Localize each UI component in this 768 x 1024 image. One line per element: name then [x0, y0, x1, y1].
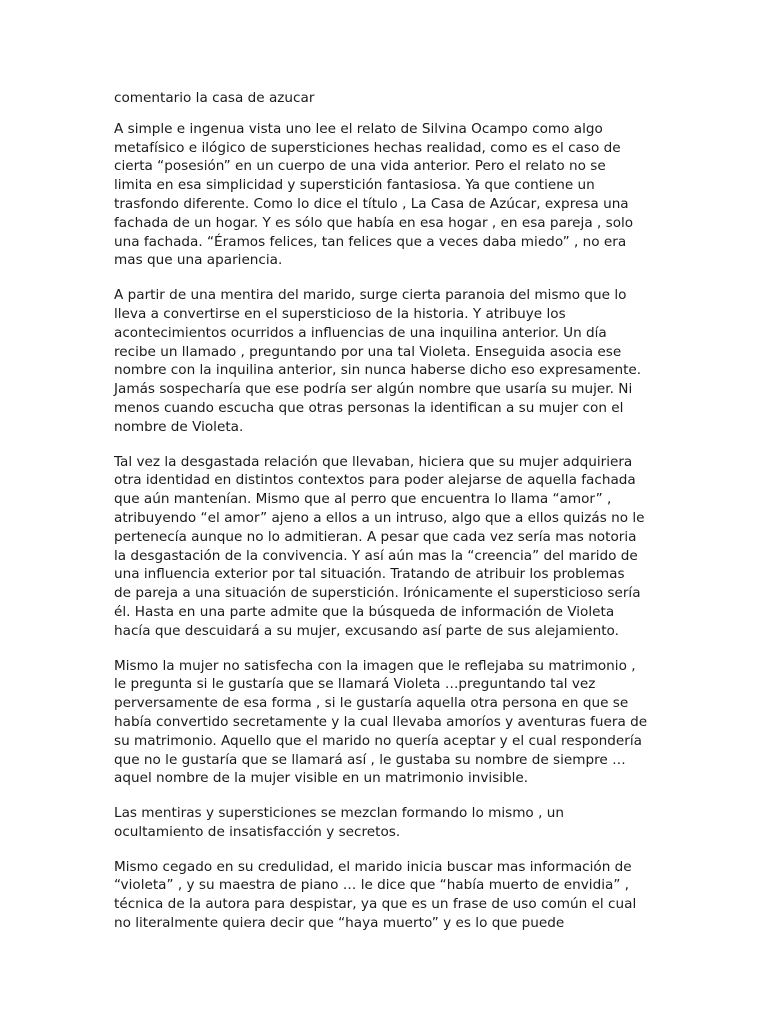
- text-line: Tal vez la desgastada relación que llevaban, hiciera que su mujer adquiriera: [114, 453, 633, 470]
- text-line: hacía que descuidará a su mujer, excusando así parte de sus alejamiento.: [114, 622, 619, 639]
- text-line: que no le gustaría que se llamará así , le gustaba su nombre de siempre …: [114, 751, 626, 768]
- text-line: técnica de la autora para despistar, ya que es un frase de uso común el cual: [114, 896, 637, 913]
- text-line: Mismo la mujer no satisfecha con la imagen que le reflejaba su matrimonio ,: [114, 657, 636, 674]
- text-line: Mismo cegado en su credulidad, el marido inicia buscar mas información de: [114, 858, 632, 875]
- paragraph: [114, 858, 674, 933]
- text-line: recibe un llamado , preguntando por una tal Violeta. Enseguida asocia ese: [114, 343, 622, 360]
- text-line: no literalmente quiera decir que “haya muerto” y es lo que puede: [114, 915, 565, 932]
- text-line: otra identidad en distintos contextos para poder alejarse de aquella fachada: [114, 472, 636, 489]
- text-line: su matrimonio. Aquello que el marido no quería aceptar y el cual respondería: [114, 732, 642, 749]
- text-line: menos cuando escucha que otras personas la identifican a su mujer con el: [114, 399, 624, 416]
- text-line: nombre con la inquilina anterior, sin nunca haberse dicho eso expresamente.: [114, 362, 642, 379]
- paragraph: [114, 286, 674, 436]
- text-line: que aún mantenían. Mismo que al perro que encuentra lo llama “amor” ,: [114, 491, 612, 508]
- text-line: atribuyendo “el amor” ajeno a ellos a un intruso, algo que a ellos quizás no le: [114, 509, 645, 526]
- text-line: limita en esa simplicidad y superstición fantasiosa. Ya que contiene un: [114, 177, 595, 194]
- text-line: metafísico e ilógico de supersticiones hechas realidad, como es el caso de: [114, 139, 621, 156]
- text-line: la desgastación de la convivencia. Y así aún mas la “creencia” del marido de: [114, 547, 638, 564]
- text-line: ocultamiento de insatisfacción y secretos.: [114, 823, 401, 840]
- text-line: una fachada. “Éramos felices, tan felices que a veces daba miedo” , no era: [114, 233, 627, 250]
- paragraph: [114, 120, 674, 270]
- text-line: Jamás sospecharía que ese podría ser algún nombre que usaría su mujer. Ni: [114, 381, 633, 398]
- text-line: nombre de Violeta.: [114, 418, 244, 435]
- text-line: le pregunta si le gustaría que se llamará Violeta …preguntando tal vez: [114, 676, 596, 693]
- text-line: “violeta” , y su maestra de piano … le dice que “había muerto de envidia” ,: [114, 877, 630, 894]
- paragraphs-container: [114, 120, 674, 933]
- text-line: él. Hasta en una parte admite que la búsqueda de información de Violeta: [114, 603, 615, 620]
- text-line: Las mentiras y supersticiones se mezclan formando lo mismo , un: [114, 805, 564, 822]
- text-line: cierta “posesión” en un cuerpo de una vida anterior. Pero el relato no se: [114, 158, 606, 175]
- text-line: lleva a convertirse en el supersticioso de la historia. Y atribuye los: [114, 305, 566, 322]
- paragraph: [114, 804, 674, 842]
- paragraph: [114, 657, 674, 789]
- text-line: A simple e ingenua vista uno lee el relato de Silvina Ocampo como algo: [114, 120, 603, 137]
- text-line: trasfondo diferente. Como lo dice el título , La Casa de Azúcar, expresa una: [114, 195, 629, 212]
- text-line: mas que una apariencia.: [114, 252, 283, 269]
- text-line: una influencia exterior por tal situación. Tratando de atribuir los problemas: [114, 566, 625, 583]
- text-line: acontecimientos ocurridos a influencias de una inquilina anterior. Un día: [114, 324, 607, 341]
- document-title: comentario la casa de azucar: [114, 90, 315, 106]
- text-line: había convertido secretamente y la cual llevaba amoríos y aventuras fuera de: [114, 713, 648, 730]
- text-line: A partir de una mentira del marido, surge cierta paranoia del mismo que lo: [114, 287, 627, 304]
- text-line: pertenecía aunque no lo admitieran. A pesar que cada vez sería mas notoria: [114, 528, 637, 545]
- paragraph: [114, 453, 674, 641]
- document-body: [114, 89, 674, 949]
- text-line: perversamente de esa forma , si le gustaría aquella otra persona en que se: [114, 695, 629, 712]
- text-line: fachada de un hogar. Y es sólo que había en esa hogar , en esa pareja , solo: [114, 214, 634, 231]
- text-line: aquel nombre de la mujer visible en un matrimonio invisible.: [114, 770, 529, 787]
- text-line: de pareja a una situación de superstición. Irónicamente el supersticioso sería: [114, 585, 641, 602]
